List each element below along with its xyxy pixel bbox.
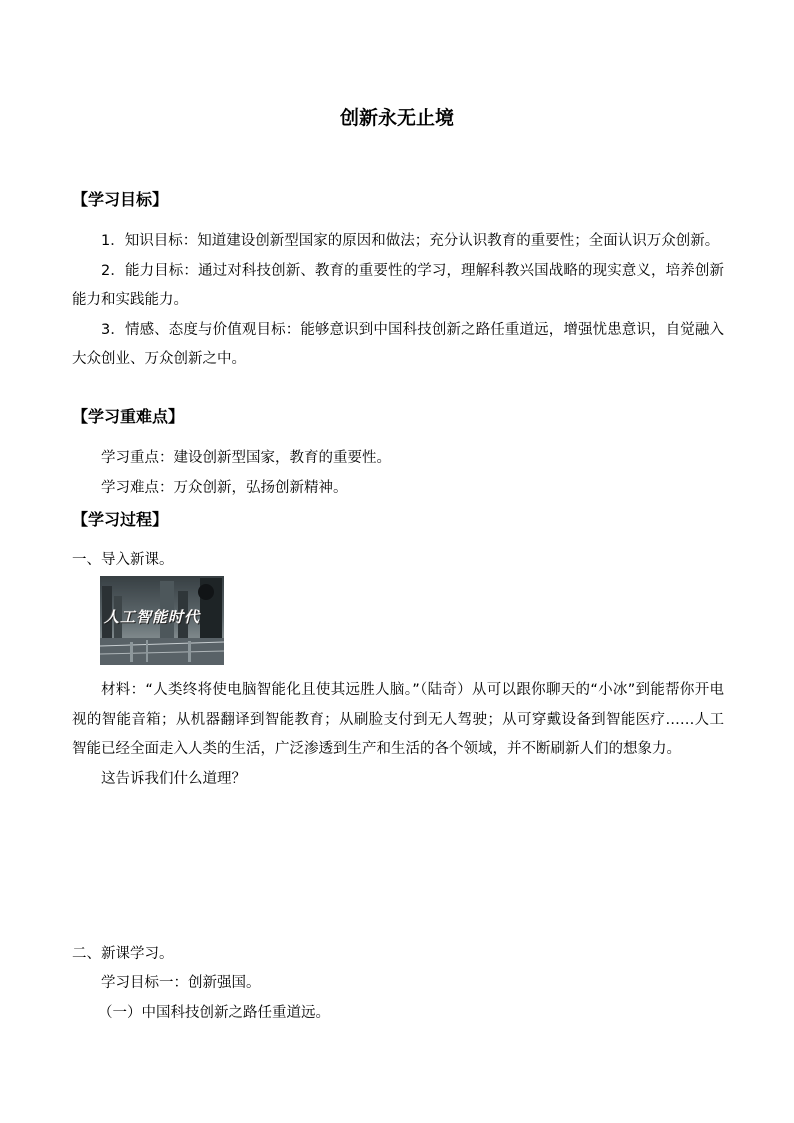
goals-heading: 【学习目标】 (72, 190, 169, 209)
figure-caption: 人工智能时代 (104, 608, 201, 626)
key-point: 学习重点：建设创新型国家，教育的重要性。 (101, 450, 391, 466)
intro-heading: 一、导入新课。 (72, 552, 174, 568)
sub-item: （一）中国科技创新之路任重道远。 (98, 1005, 330, 1021)
sub-goal: 学习目标一：创新强国。 (101, 975, 261, 991)
goal-knowledge: 1．知识目标：知道建设创新型国家的原因和做法；充分认识教育的重要性；全面认识万众创新。 (101, 233, 720, 249)
goals-list (72, 227, 724, 375)
material-paragraph: 材料：“人类终将使电脑智能化且使其远胜人脑。”（陆奇）从可以跟你聊天的“小冰”到能帮你开电视的智能音箱；从机器翻译到智能教育；从刷脸支付到无人驾驶；从可穿戴设备到智能医疗……人工智能已经全面走入人类的生活，广泛渗透到生产和生活的各个领域，并不断刷新人们的想象力。 (72, 682, 724, 757)
new-lesson-heading: 二、新课学习。 (72, 946, 174, 962)
difficult-point: 学习难点：万众创新，弘扬创新精神。 (101, 480, 348, 496)
process-heading: 【学习过程】 (72, 510, 169, 529)
question-paragraph: 这告诉我们什么道理？ (101, 770, 246, 787)
key-points-heading: 【学习重难点】 (72, 407, 185, 426)
goal-attitude: 3．情感、态度与价值观目标：能够意识到中国科技创新之路任重道远，增强忧患意识，自觉融入大众创业、万众创新之中。 (72, 321, 724, 367)
goal-ability: 2．能力目标：通过对科技创新、教育的重要性的学习，理解科教兴国战略的现实意义，培养创新能力和实践能力。 (72, 262, 724, 308)
document-title: 创新永无止境 (339, 107, 454, 129)
ai-era-image (100, 576, 224, 665)
material-block (72, 676, 724, 794)
